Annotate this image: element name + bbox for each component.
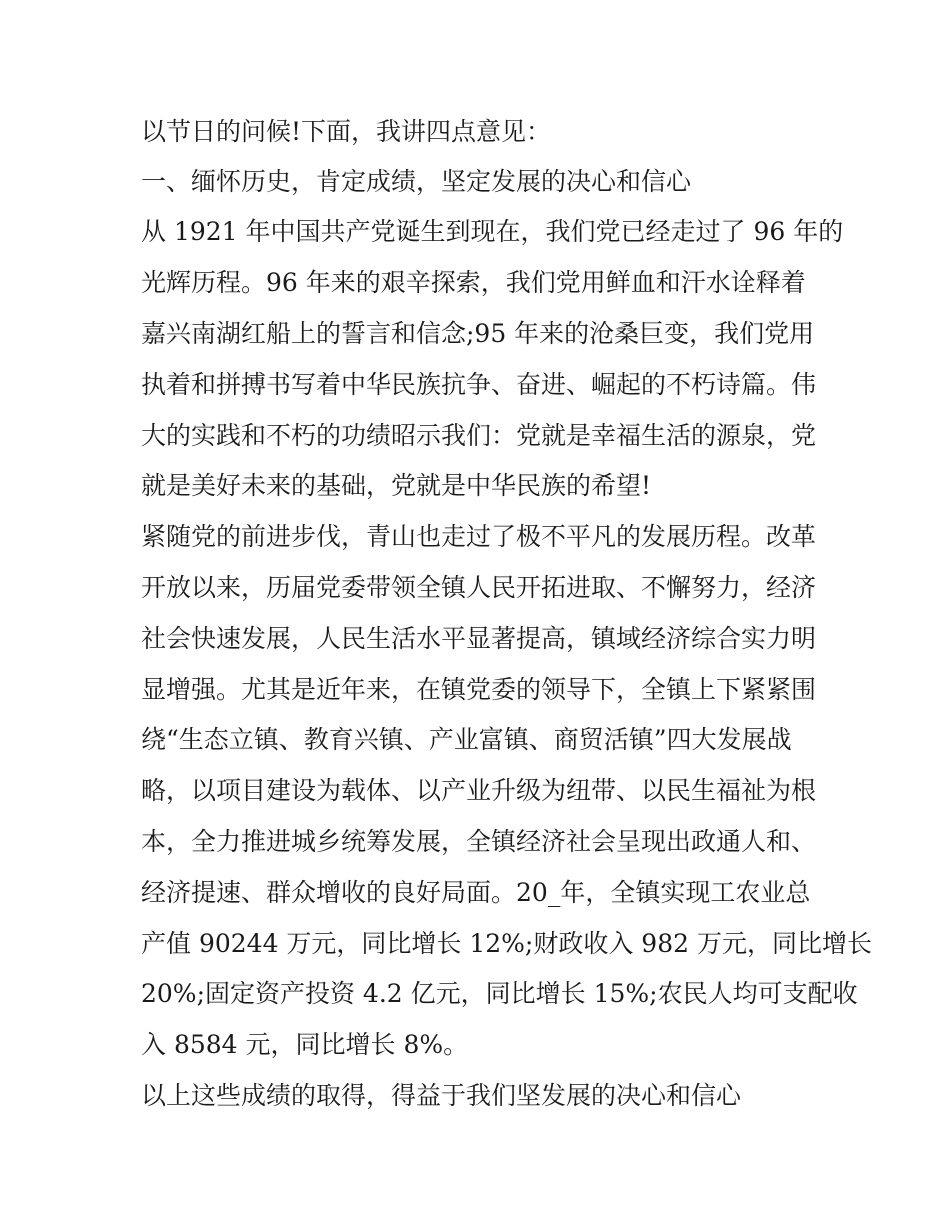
text-line-11: 社会快速发展，人民生活水平显著提高，镇域经济综合实力明	[141, 624, 817, 653]
text-line-10: 开放以来，历届党委带领全镇人民开拓进取、不懈努力，经济	[141, 573, 817, 602]
text-line-16: 经济提速、群众增收的良好局面。20_年，全镇实现工农业总	[141, 878, 811, 907]
text-line-17: 产值 90244 万元，同比增长 12%;财政收入 982 万元，同比增长	[141, 929, 872, 958]
section-heading-1: 一、缅怀历史，肯定成绩，坚定发展的决心和信心	[141, 167, 692, 196]
text-line-8: 就是美好未来的基础，党就是中华民族的希望!	[141, 471, 652, 500]
text-line-12: 显增强。尤其是近年来，在镇党委的领导下，全镇上下紧紧围	[141, 675, 817, 704]
text-line-15: 本，全力推进城乡统筹发展，全镇经济社会呈现出政通人和、	[141, 827, 817, 856]
text-line-18: 20%;固定资产投资 4.2 亿元，同比增长 15%;农民人均可支配收	[141, 979, 858, 1008]
text-line-14: 略，以项目建设为载体、以产业升级为纽带、以民生福祉为根	[141, 776, 817, 805]
text-line-19: 入 8584 元，同比增长 8%。	[141, 1030, 469, 1059]
text-line-1: 以节日的问候!下面，我讲四点意见：	[141, 117, 552, 146]
text-line-7: 大的实践和不朽的功绩昭示我们：党就是幸福生活的源泉，党	[141, 421, 817, 450]
text-line-13: 绕“生态立镇、教育兴镇、产业富镇、商贸活镇”四大发展战	[141, 725, 792, 754]
text-line-4: 光辉历程。96 年来的艰辛探索，我们党用鲜血和汗水诠释着	[141, 268, 806, 297]
text-line-20: 以上这些成绩的取得，得益于我们坚发展的决心和信心	[141, 1081, 742, 1110]
text-line-3: 从 1921 年中国共产党诞生到现在，我们党已经走过了 96 年的	[141, 217, 844, 246]
text-line-5: 嘉兴南湖红船上的誓言和信念;95 年来的沧桑巨变，我们党用	[141, 319, 815, 348]
text-line-9: 紧随党的前进步伐，青山也走过了极不平凡的发展历程。改革	[141, 522, 817, 551]
text-line-6: 执着和拼搏书写着中华民族抗争、奋进、崛起的不朽诗篇。伟	[141, 370, 817, 399]
